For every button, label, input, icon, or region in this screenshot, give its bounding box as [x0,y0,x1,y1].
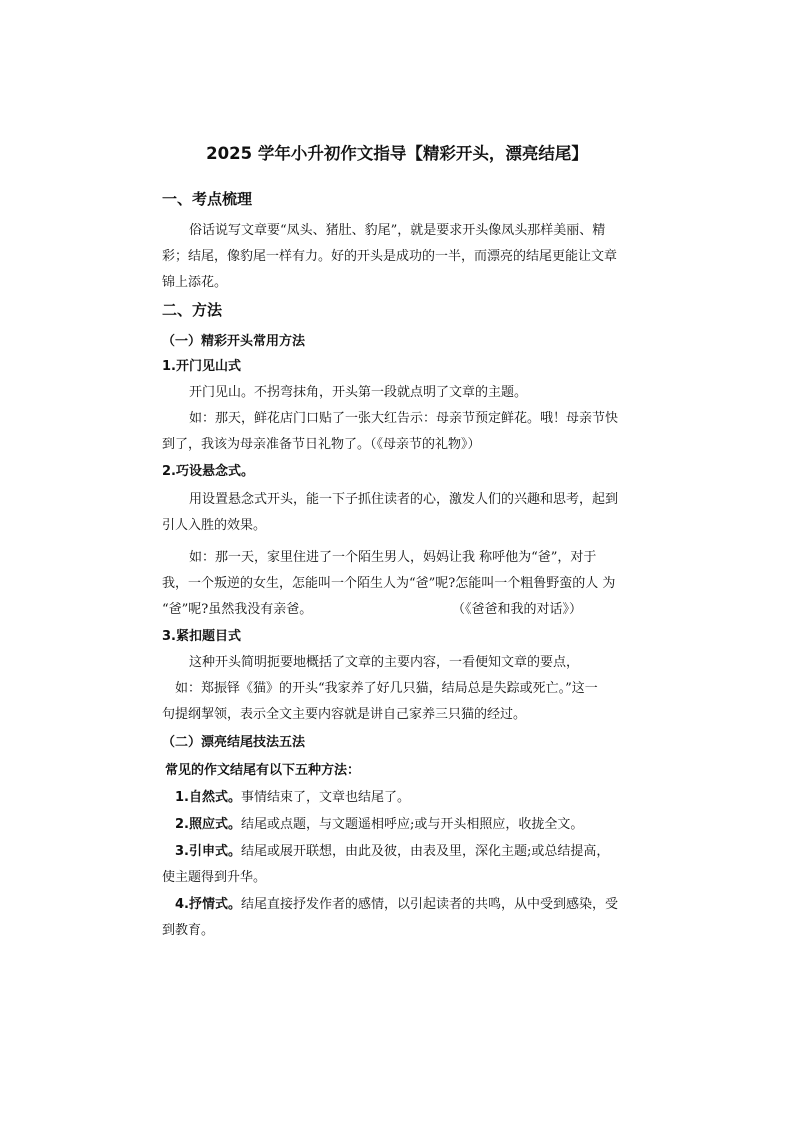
example-line: 如：那一天，家里住进了一个陌生男人，妈妈让我 称呼他为“爸”，对于 [189,550,597,565]
ending-method-line [175,893,618,912]
example-source: （《爸爸和我的对话》） [452,602,583,617]
method-heading: 1.开门见山式 [162,359,241,374]
document-title: 2025 学年小升初作文指导【精彩开头，漂亮结尾】 [206,144,588,163]
paragraph-line: 彩；结尾，像豹尾一样有力。好的开头是成功的一半，而漂亮的结尾更能让文章 [162,249,618,264]
ending-method-continuation: 到教育。 [162,923,215,938]
ending-method-label: 4.抒情式。 [175,897,241,912]
ending-method-line [175,840,609,859]
ending-method-text: 结尾或点题，与文题遥相呼应;或与开头相照应，收拢全文。 [240,817,584,832]
paragraph-line: 引人入胜的效果。 [162,518,267,533]
example-line: 如：那天，鲜花店门口贴了一张大红告示：母亲节预定鲜花。哦！母亲节快 [189,411,619,426]
endings-intro: 常见的作文结尾有以下五种方法： [165,763,361,778]
subsection-heading-endings: （二）漂亮结尾技法五法 [162,735,306,750]
ending-method-label: 1.自然式。 [175,790,241,805]
example-line: 我，一个叛逆的女生，怎能叫一个陌生人为“爸”呢?怎能叫一个粗鲁野蛮的人 为 [162,576,616,591]
ending-method-text: 结尾直接抒发作者的感情，以引起读者的共鸣，从中受到感染，受 [240,897,618,912]
paragraph-line: 锦上添花。 [162,275,228,290]
method-heading: 3.紧扣题目式 [162,629,241,644]
paragraph-line: 用设置悬念式开头，能一下子抓住读者的心，激发人们的兴趣和思考，起到 [189,492,619,507]
example-line: 到了，我该为母亲准备节日礼物了。（《母亲节的礼物》） [162,437,481,452]
example-line: 如：郑振铎《猫》的开头“我家养了好几只猫，结局总是失踪或死亡。”这一 [175,681,598,696]
example-line: “爸”呢?虽然我没有亲爸。 [162,602,313,617]
method-heading: 2.巧设悬念式。 [162,464,254,479]
ending-method-line [175,813,583,832]
section-heading-exam-points: 一、考点梳理 [162,190,253,208]
ending-method-text: 事情结束了，文章也结尾了。 [240,790,410,805]
paragraph-line: 开门见山。不拐弯抹角，开头第一段就点明了文章的主题。 [189,385,528,400]
ending-method-line [175,786,410,805]
paragraph-line: 俗话说写文章要“凤头、猪肚、豹尾”，就是要求开头像凤头那样美丽、精 [189,223,606,238]
subsection-heading-openings: （一）精彩开头常用方法 [162,334,306,349]
ending-method-label: 2.照应式。 [175,817,241,832]
paragraph-line: 这种开头简明扼要地概括了文章的主要内容，一看便知文章的要点， [189,655,580,670]
section-heading-methods: 二、方法 [162,301,223,319]
example-line: 句提纲挈领，表示全文主要内容就是讲自己家养三只猫的经过。 [162,707,527,722]
ending-method-label: 3.引申式。 [175,844,241,859]
ending-method-text: 结尾或展开联想，由此及彼，由表及里，深化主题;或总结提高， [240,844,610,859]
ending-method-continuation: 使主题得到升华。 [162,870,267,885]
